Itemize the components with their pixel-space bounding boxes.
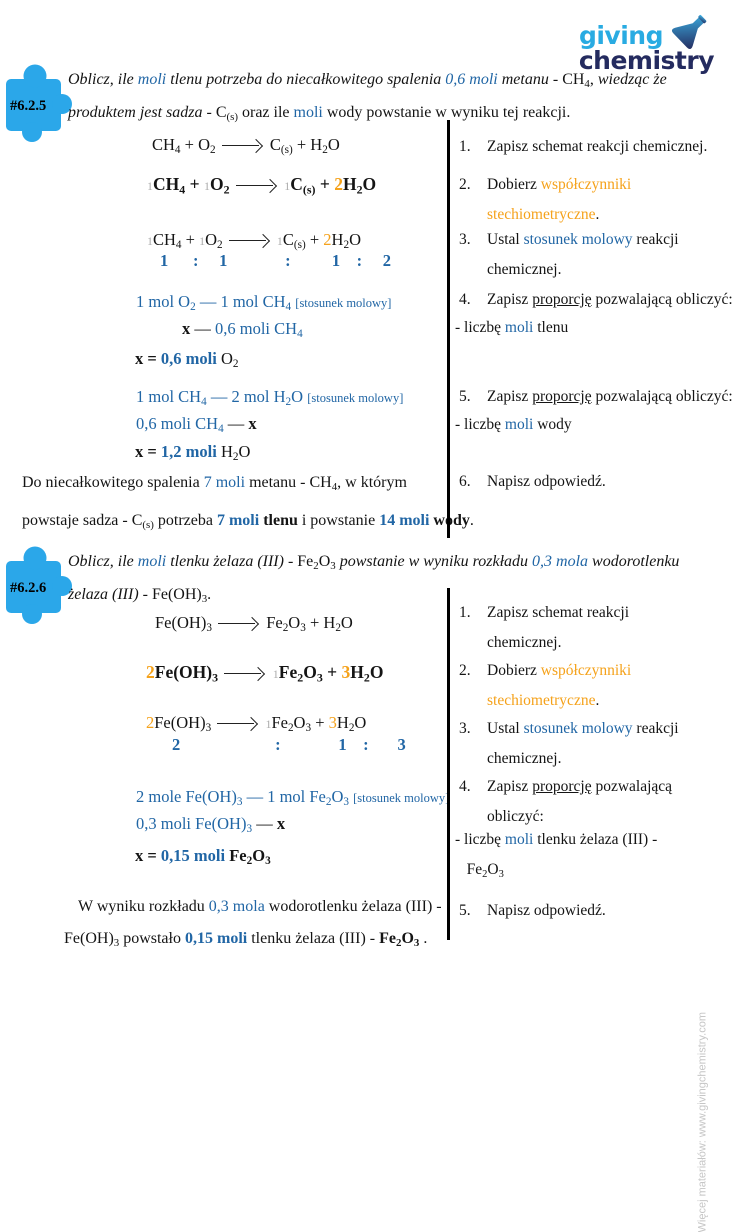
text-segment: C (282, 230, 294, 249)
text-segment: wodorotlenku żelaza (III) - (264, 898, 442, 915)
text-segment: 3 (305, 722, 312, 735)
p1-equation-scheme (152, 134, 340, 161)
problem2-id: #6.2.6 (10, 580, 47, 596)
step-text (487, 598, 629, 658)
text-segment: powstanie w wyniku rozkładu (335, 553, 533, 570)
text-segment: 2 (210, 144, 216, 157)
text-segment: Fe (455, 861, 483, 878)
text-segment: (s) (302, 182, 316, 197)
text-segment: . (469, 512, 474, 530)
step-number: 3. (459, 720, 471, 737)
text-segment: Fe(OH) (154, 713, 206, 732)
p1-step-4-item (455, 313, 568, 343)
text-segment: metanu - CH (245, 474, 332, 491)
text-segment: O (293, 713, 306, 732)
text-segment: powstaje sadza - C (22, 512, 143, 530)
text-segment: - C (202, 104, 227, 121)
problem1-id: #6.2.5 (10, 98, 47, 114)
step-number: 4. (459, 778, 471, 795)
text-segment: 4 (331, 481, 338, 494)
text-segment: i powstanie (297, 512, 380, 530)
text-segment: (s) (280, 144, 293, 157)
text-segment: . (595, 692, 600, 709)
text-segment: — 1 mol Fe (242, 787, 326, 806)
text-segment: — (252, 814, 277, 833)
text-segment: 1 : 1 : 1 : 2 (160, 251, 391, 270)
puzzle-badge-1 (2, 56, 72, 142)
text-segment: obliczyć: (487, 808, 544, 825)
text-segment: . (595, 206, 600, 223)
p2-step-3 (459, 714, 679, 774)
text-segment: O (318, 553, 331, 570)
text-segment: (s) (226, 111, 238, 124)
text-segment: moli (137, 71, 167, 88)
text-segment: 2 (217, 239, 223, 252)
step-number: 5. (459, 388, 471, 405)
text-segment: chemicznej. (487, 750, 562, 767)
text-segment: O (369, 662, 384, 682)
text-segment: O (288, 613, 301, 632)
text-segment: O (487, 861, 499, 878)
text-segment: 0,6 moli (160, 349, 217, 368)
text-segment: wiedząc że (597, 71, 667, 88)
text-segment: tlenku żelaza (III) (166, 553, 284, 570)
text-segment: + (185, 174, 204, 194)
step-number: 3. (459, 231, 471, 248)
step-number: 6. (459, 473, 471, 490)
text-segment: - Fe (283, 553, 314, 570)
text-segment: tlenu potrzeba do niecałkowitego spalenia (166, 71, 446, 88)
text-segment: 2 (323, 230, 332, 249)
puzzle-badge-2 (2, 538, 72, 624)
p2-step-4-item (455, 825, 657, 890)
text-segment: stosunek molowy (523, 720, 633, 737)
text-segment: 1 (203, 179, 210, 193)
text-segment: H (350, 662, 364, 682)
p2-step-1 (459, 598, 629, 658)
text-segment: . (207, 586, 212, 603)
text-segment: Do niecałkowitego spalenia (22, 474, 204, 491)
text-segment: H (331, 230, 344, 249)
text-segment: stechiometryczne (487, 206, 596, 223)
p1-proportion-oxygen-line1 (136, 291, 391, 318)
text-segment: H (216, 442, 233, 461)
text-segment: Fe (262, 613, 283, 632)
text-segment: O (303, 662, 317, 682)
text-segment: Fe(OH) (155, 613, 207, 632)
text-segment: moli (504, 319, 534, 336)
text-segment: Fe(OH) (64, 930, 114, 947)
step-text (487, 382, 733, 412)
text-segment: stechiometryczne (487, 692, 596, 709)
text-segment: 3 (206, 622, 212, 635)
text-segment: 4 (584, 78, 590, 91)
text-segment: [stosunek molowy] (295, 296, 392, 310)
text-segment: 1 mol CH (136, 387, 202, 406)
reaction-arrow-icon (215, 714, 261, 730)
text-segment: 4 (175, 239, 182, 252)
text-segment: Oblicz, ile (68, 71, 138, 88)
text-segment: Fe (225, 846, 247, 865)
text-segment: reakcji (632, 231, 679, 248)
text-segment: proporcję (532, 388, 592, 405)
text-segment: Ustal (487, 231, 524, 248)
text-segment: Zapisz (487, 388, 533, 405)
p1-proportion-water-line2 (136, 413, 257, 440)
text-segment: - liczbę (455, 319, 505, 336)
p2-proportion-line1 (136, 786, 449, 813)
text-segment: wodorotlenku (588, 553, 680, 570)
logo-word-giving: giving (578, 21, 663, 50)
text-segment: 4 (297, 328, 303, 341)
p1-step-5-item (455, 410, 572, 440)
text-segment: wody powstanie w wyniku tej reakcji. (322, 104, 571, 121)
text-segment: Fe (278, 662, 298, 682)
text-segment: O (205, 230, 218, 249)
text-segment: 0,6 moli CH (136, 414, 219, 433)
text-segment: x (182, 319, 191, 338)
text-segment: Dobierz (487, 176, 541, 193)
text-segment: + (311, 713, 329, 732)
text-segment: 2 (282, 622, 289, 635)
step-number: 2. (459, 662, 471, 679)
text-segment: 3 (300, 622, 306, 635)
reaction-arrow-icon (220, 136, 266, 152)
text-segment: 2 (363, 670, 370, 685)
text-segment: 1 (147, 234, 153, 248)
text-segment: Zapisz (487, 778, 533, 795)
step-text (487, 772, 672, 832)
logo-word-chemistry: chemistry (578, 46, 714, 75)
p2-proportion-line2 (136, 813, 285, 840)
step-text (487, 170, 631, 230)
step-number: 5. (459, 902, 471, 919)
text-segment: 3 (413, 937, 420, 950)
text-segment: H (342, 174, 357, 194)
p1-result-water (135, 441, 250, 468)
text-segment: moli (504, 416, 534, 433)
text-segment: 1 (272, 667, 279, 681)
text-segment: żelaza (III) (68, 586, 139, 603)
text-segment: oraz ile (238, 104, 294, 121)
text-segment: 2 (232, 451, 239, 464)
text-segment: - CH (548, 71, 585, 88)
p1-molar-ratio (160, 250, 391, 271)
text-segment: powstało (119, 930, 185, 947)
p2-molar-ratio (172, 734, 406, 755)
text-segment: 3 (113, 937, 120, 950)
text-segment: 4 (218, 423, 224, 436)
text-segment: — (223, 414, 249, 433)
text-segment: wody (533, 416, 572, 433)
text-segment: O (291, 387, 308, 406)
text-segment: O (340, 613, 353, 632)
text-segment: 2 (297, 670, 304, 685)
text-segment: 1 (199, 234, 206, 248)
step-text (487, 225, 679, 285)
text-segment: produktem jest sadza (68, 104, 203, 121)
text-segment: stosunek molowy (523, 231, 633, 248)
p1-step-5 (459, 382, 733, 412)
text-segment: 1,2 moli (160, 442, 217, 461)
text-segment: 2 (146, 662, 155, 682)
text-segment: 2 (285, 396, 292, 409)
text-segment: - liczbę (455, 416, 505, 433)
text-segment: Zapisz schemat reakcji chemicznej. (487, 138, 708, 155)
text-segment: pozwalającą obliczyć: (591, 388, 733, 405)
text-segment: 3 (330, 560, 336, 573)
text-segment: + (322, 662, 342, 682)
text-segment: 4 (179, 182, 186, 197)
text-segment: Napisz odpowiedź. (487, 473, 606, 490)
text-segment: Zapisz (487, 291, 533, 308)
text-segment: Zapisz schemat reakcji (487, 604, 630, 621)
text-segment: C (265, 135, 281, 154)
p2-step-4 (459, 772, 672, 832)
text-segment: proporcję (532, 778, 592, 795)
text-segment: pozwalającą (591, 778, 673, 795)
text-segment: wody (429, 512, 470, 530)
text-segment: 3 (343, 796, 349, 809)
text-segment: 0,3 moli Fe(OH) (136, 814, 247, 833)
text-segment: O (327, 135, 340, 154)
text-segment: O (362, 174, 377, 194)
text-segment: , (589, 71, 598, 88)
text-segment: 1 (147, 179, 153, 193)
text-segment: [stosunek molowy] (307, 391, 404, 405)
text-segment: Fe (271, 713, 288, 732)
text-segment: Ustal (487, 720, 524, 737)
text-segment: , w którym (337, 474, 407, 491)
text-segment: O (238, 442, 251, 461)
text-segment: 2 : 1 : 3 (172, 735, 406, 754)
p2-step-2 (459, 656, 631, 716)
text-segment: CH (153, 174, 180, 194)
text-segment: (s) (293, 239, 306, 252)
reaction-arrow-icon (234, 176, 280, 192)
text-segment: 14 moli (379, 512, 430, 530)
text-segment: 3 (201, 593, 208, 606)
text-segment: x = (135, 846, 161, 865)
p1-result-oxygen (135, 348, 238, 375)
text-segment: 0,3 mola (208, 898, 265, 915)
text-segment: 2 (343, 239, 350, 252)
text-segment: 3 (328, 713, 337, 732)
text-segment: 2 (396, 937, 402, 950)
text-segment: + H (305, 613, 336, 632)
text-segment: 1 (284, 179, 291, 193)
p2-conclusion-line2 (64, 922, 427, 960)
text-segment: x (248, 414, 257, 433)
p1-proportion-water-line1 (136, 386, 403, 413)
p2-steps-column (447, 588, 700, 940)
step-text (487, 656, 631, 716)
text-segment: metanu (497, 71, 549, 88)
p1-equation-balanced (147, 174, 376, 200)
text-segment: O (252, 846, 266, 865)
text-segment: 3 (498, 868, 504, 880)
text-segment: 3 (316, 670, 323, 685)
text-segment: 7 moli (203, 474, 246, 491)
text-segment: 2 (482, 868, 488, 880)
text-segment: CH (153, 230, 176, 249)
text-segment: 2 (190, 301, 196, 314)
step-number: 1. (459, 138, 471, 155)
text-segment: moli (137, 553, 167, 570)
step-number: 4. (459, 291, 471, 308)
text-segment: 1 (276, 234, 283, 248)
text-segment: + H (292, 135, 323, 154)
text-segment: + (305, 230, 324, 249)
reaction-arrow-icon (227, 231, 273, 247)
text-segment: Oblicz, ile (68, 553, 138, 570)
text-segment: chemicznej. (487, 634, 562, 651)
text-segment: 1 (265, 717, 272, 731)
text-segment: współczynniki (540, 662, 632, 679)
step-text (487, 896, 606, 926)
reaction-arrow-icon (216, 614, 262, 630)
text-segment: O (209, 174, 224, 194)
text-segment: moli (504, 831, 534, 848)
text-segment: O (349, 230, 361, 249)
text-segment: O (401, 930, 414, 947)
text-segment: - liczbę (455, 831, 505, 848)
p1-steps-column (447, 120, 733, 538)
text-segment: tlenu (533, 319, 569, 336)
text-segment: 3 (212, 670, 219, 685)
text-segment: 2 (356, 182, 363, 197)
text-segment: 3 (205, 722, 212, 735)
text-segment: 1 mol O (136, 292, 191, 311)
step-number: 1. (459, 604, 471, 621)
text-segment: 3 (265, 855, 271, 868)
text-segment: CH (152, 135, 175, 154)
text-segment: C (290, 174, 303, 194)
text-segment: 2 (232, 358, 239, 371)
text-segment: O (216, 349, 233, 368)
text-segment: + O (180, 135, 211, 154)
text-segment: 2 (287, 722, 294, 735)
text-segment: 2 (146, 713, 155, 732)
text-segment: O (354, 713, 367, 732)
p1-step-6 (459, 467, 606, 497)
text-segment: tlenku żelaza (III) - (533, 831, 658, 848)
problem2-intro-line2 (68, 584, 211, 610)
text-segment: — (190, 319, 215, 338)
text-segment: 0,3 mola (532, 553, 589, 570)
text-segment: tlenu (259, 512, 298, 530)
step-text (487, 132, 707, 162)
text-segment: współczynniki (540, 176, 632, 193)
text-segment: x (276, 814, 286, 833)
text-segment: 2 (246, 855, 253, 868)
text-segment: 2 (348, 722, 355, 735)
text-segment: 0,6 moli CH (215, 319, 298, 338)
p2-result (135, 845, 271, 872)
text-segment: 2 (313, 560, 319, 573)
text-segment: W wyniku rozkładu (78, 898, 209, 915)
text-segment: Napisz odpowiedź. (487, 902, 606, 919)
text-segment: x = (135, 349, 161, 368)
text-segment: 2 (335, 622, 341, 635)
text-segment: 4 (201, 396, 207, 409)
step-text (487, 714, 679, 774)
p1-step-4 (459, 285, 733, 315)
text-segment: 0,15 moli (160, 846, 226, 865)
reaction-arrow-icon (222, 664, 268, 680)
text-segment: 7 moli (216, 512, 260, 530)
text-segment: 2 (223, 182, 230, 197)
text-segment: 2 (325, 796, 332, 809)
footer-note: Więcej materiałów: www.givingchemistry.com (696, 1012, 708, 1232)
text-segment: + (315, 174, 335, 194)
problem2-intro-line1 (68, 551, 679, 577)
text-segment: 4 (174, 144, 181, 157)
p1-proportion-oxygen-line2 (182, 318, 303, 345)
text-segment: Fe(OH) (154, 662, 213, 682)
text-segment: 3 (341, 662, 351, 682)
problem1-intro-line1 (68, 69, 667, 95)
text-segment: proporcję (532, 291, 592, 308)
text-segment: chemicznej. (487, 261, 562, 278)
step-text (487, 467, 606, 497)
text-segment: potrzeba (153, 512, 217, 530)
text-segment: Fe (379, 930, 396, 947)
text-segment: — 2 mol H (206, 387, 286, 406)
text-segment: 0,6 moli (445, 71, 498, 88)
text-segment: reakcji (632, 720, 679, 737)
p2-equation-balanced (146, 662, 383, 688)
text-segment: 0,15 moli (184, 930, 248, 947)
text-segment: 2 (322, 144, 328, 157)
p1-step-2 (459, 170, 631, 230)
text-segment: [stosunek molowy] (353, 791, 450, 805)
text-segment: (s) (142, 519, 154, 532)
p2-step-5 (459, 896, 606, 926)
text-segment: + (181, 230, 200, 249)
step-text (487, 285, 733, 315)
step-number: 2. (459, 176, 471, 193)
text-segment: H (336, 713, 349, 732)
p2-equation-scheme (155, 612, 353, 639)
text-segment: 4 (285, 301, 292, 314)
text-segment: . (419, 930, 428, 947)
p1-step-1 (459, 132, 707, 162)
text-segment: 2 mole Fe(OH) (136, 787, 237, 806)
text-segment: 2 (334, 174, 343, 194)
text-segment: x = (135, 442, 161, 461)
text-segment: 3 (246, 823, 253, 836)
text-segment: 3 (236, 796, 243, 809)
text-segment: — 1 mol CH (195, 292, 286, 311)
text-segment: moli (293, 104, 323, 121)
text-segment: tlenku żelaza (III) - (247, 930, 380, 947)
p1-conclusion (22, 466, 474, 542)
text-segment: Dobierz (487, 662, 541, 679)
p1-step-3 (459, 225, 679, 285)
text-segment: pozwalającą obliczyć: (591, 291, 733, 308)
text-segment: O (331, 787, 344, 806)
text-segment: - Fe(OH) (138, 586, 202, 603)
p2-conclusion-line1 (78, 890, 442, 923)
